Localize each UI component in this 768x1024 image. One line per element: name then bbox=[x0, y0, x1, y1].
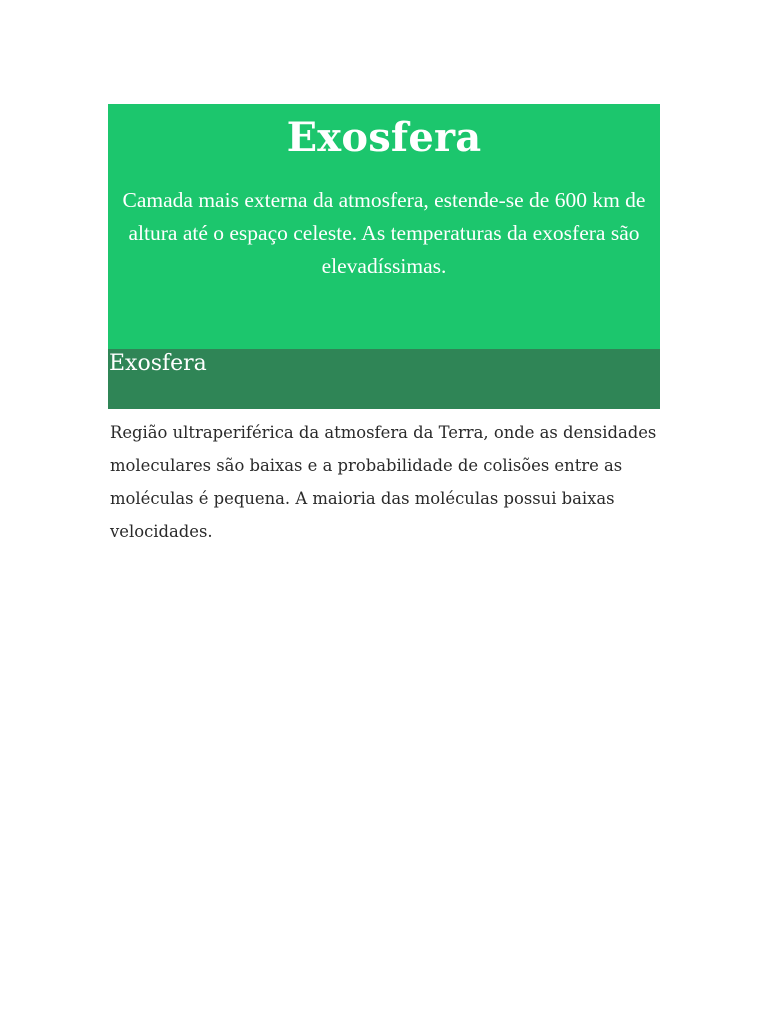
hero-title: Exosfera bbox=[286, 114, 482, 161]
section-body-text: Região ultraperiférica da atmosfera da Terra, onde as densidades moleculares são baixas e a probabilidade de colisões entre as moléculas é pequena. A maioria das moléculas possui baixas velocidades. bbox=[110, 423, 657, 541]
hero-banner bbox=[108, 104, 660, 349]
section-header-bar bbox=[108, 349, 660, 409]
section-title: Exosfera bbox=[109, 351, 207, 376]
hero-description: Camada mais externa da atmosfera, estende-se de 600 km de altura até o espaço celeste. As temperaturas da exosfera são elevadíssimas. bbox=[122, 188, 646, 278]
